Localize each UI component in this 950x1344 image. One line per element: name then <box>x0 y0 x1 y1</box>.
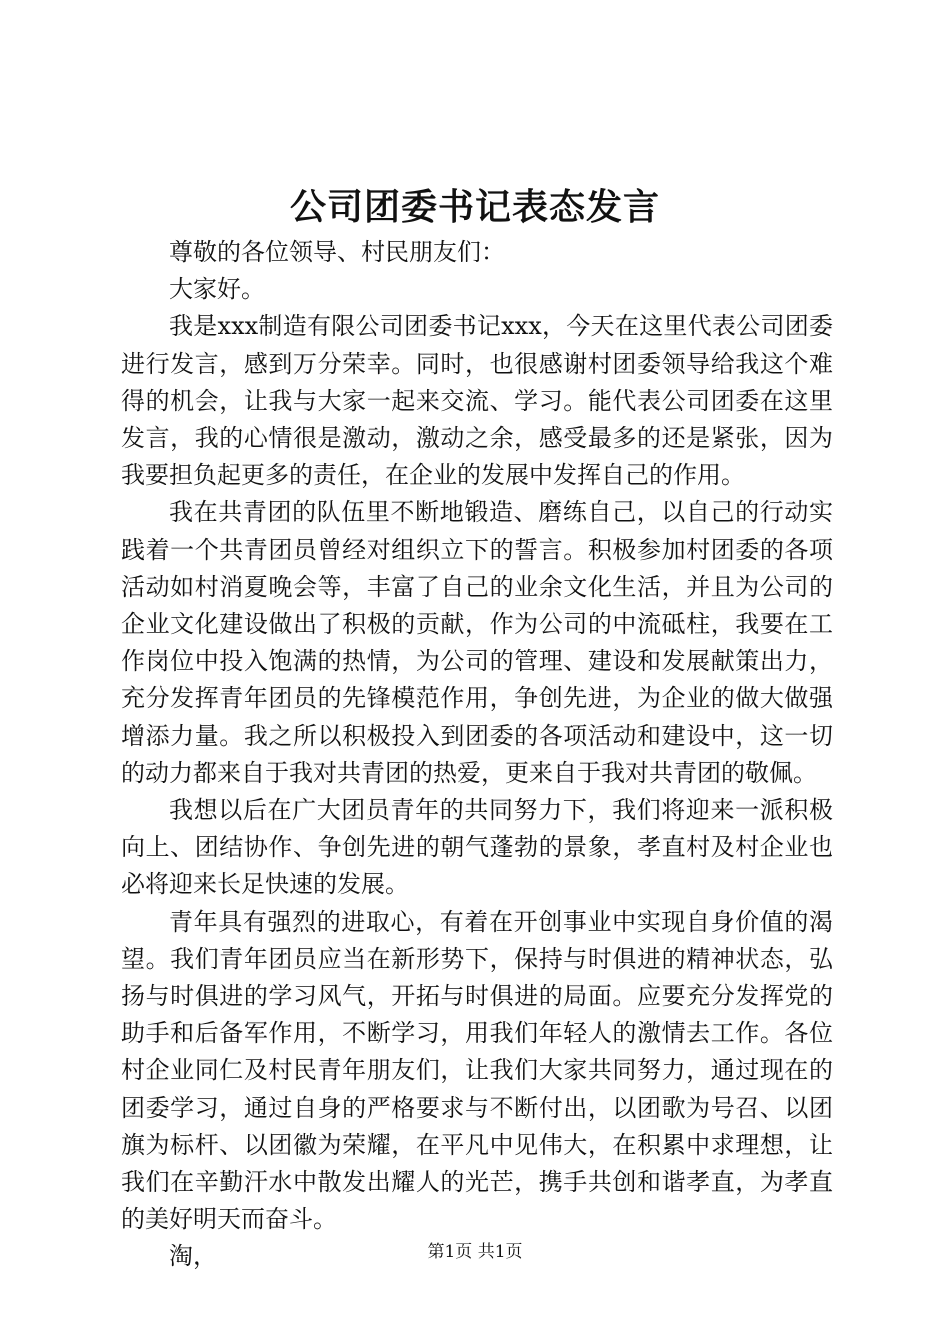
document-body <box>121 234 833 1276</box>
page-number-footer: 第1页 共1页 <box>427 1242 523 1262</box>
body-paragraph-2: 我在共青团的队伍里不断地锻造、磨练自己，以自己的行动实践着一个共青团员曾经对组织立下的誓言。积极参加村团委的各项活动如村消夏晚会等，丰富了自己的业余文化生活，并且为公司的企业文化建设做出了积极的贡献，作为公司的中流砥柱，我要在工作岗位中投入饱满的热情，为公司的管理、建设和发展献策出力，充分发挥青年团员的先锋模范作用，争创先进，为企业的做大做强增添力量。我之所以积极投入到团委的各项活动和建设中，这一切的动力都来自于我对共青团的热爱，更来自于我对共青团的敬佩。 <box>121 498 833 787</box>
greeting-paragraph: 大家好。 <box>169 275 265 304</box>
closing-paragraph: 淘， <box>169 1242 217 1271</box>
salutation-paragraph: 尊敬的各位领导、村民朋友们： <box>169 238 505 266</box>
body-paragraph-1: 我是xxx制造有限公司团委书记xxx，今天在这里代表公司团委进行发言，感到万分荣幸。同时，也很感谢村团委领导给我这个难得的机会，让我与大家一起来交流、学习。能代表公司团委在这里发言，我的心情很是激动，激动之余，感受最多的还是紧张，因为我要担负起更多的责任，在企业的发展中发挥自己的作用。 <box>121 312 833 490</box>
document-title: 公司团委书记表态发言 <box>289 187 660 228</box>
body-paragraph-4: 青年具有强烈的进取心，有着在开创事业中实现自身价值的渴望。我们青年团员应当在新形势下，保持与时俱进的精神状态，弘扬与时俱进的学习风气，开拓与时俱进的局面。应要充分发挥党的助手和后备军作用，不断学习，用我们年轻人的激情去工作。各位村企业同仁及村民青年朋友们，让我们大家共同努力，通过现在的团委学习，通过自身的严格要求与不断付出，以团歌为号召、以团旗为标杆、以团徽为荣耀，在平凡中见伟大，在积累中求理想，让我们在辛勤汗水中散发出耀人的光芒，携手共创和谐孝直，为孝直的美好明天而奋斗。 <box>121 907 833 1234</box>
body-paragraph-3: 我想以后在广大团员青年的共同努力下，我们将迎来一派积极向上、团结协作、争创先进的朝气蓬勃的景象，孝直村及村企业也必将迎来长足快速的发展。 <box>121 796 833 899</box>
